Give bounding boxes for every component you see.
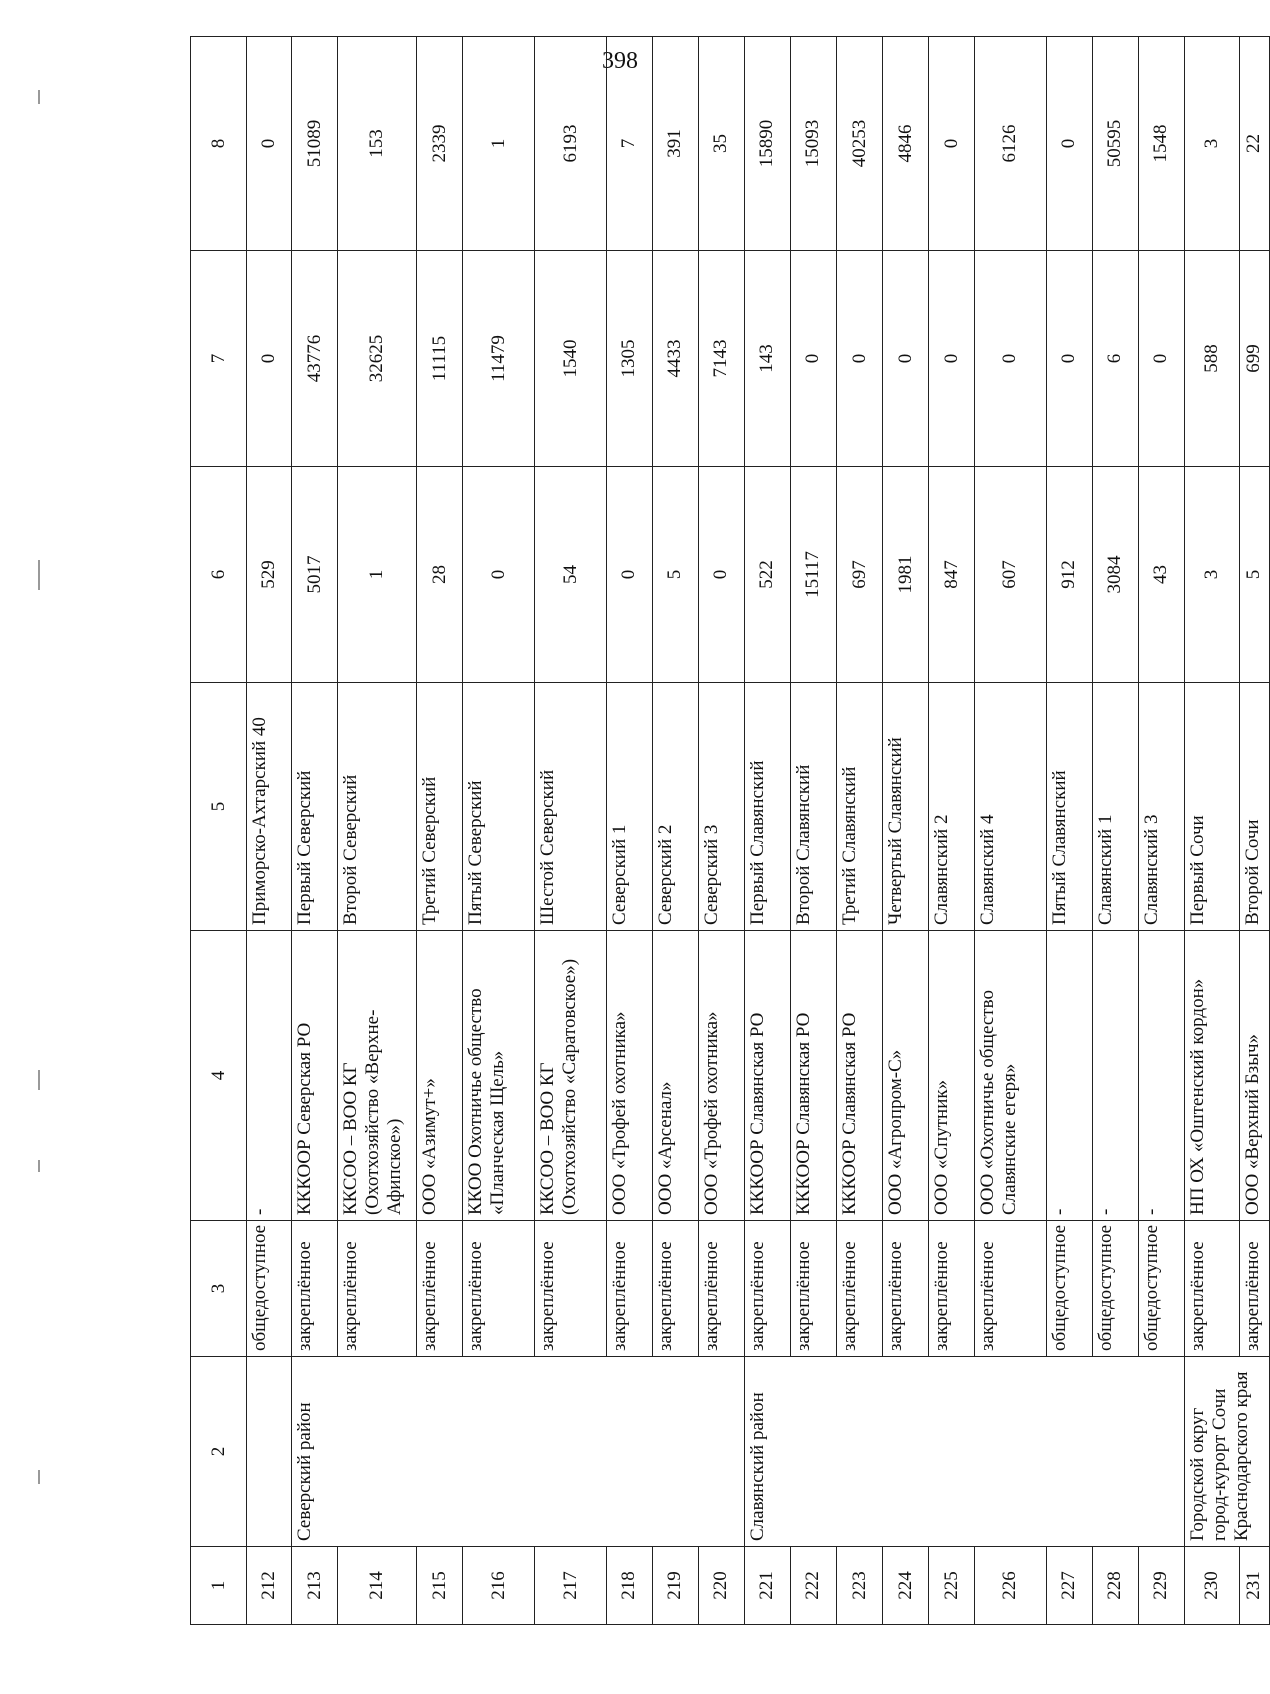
value-cell-6: 607 <box>974 467 1046 683</box>
value-cell-8: 1 <box>463 37 535 251</box>
organization-cell: ООО «Спутник» <box>928 931 974 1221</box>
value-cell-6: 0 <box>698 467 744 683</box>
ground-type-cell: закреплённое <box>790 1221 836 1357</box>
column-header: 5 <box>191 683 247 931</box>
value-cell-6: 54 <box>535 467 607 683</box>
organization-cell: ООО «Азимут+» <box>417 931 463 1221</box>
column-header: 3 <box>191 1221 247 1357</box>
value-cell-8: 4846 <box>882 37 928 251</box>
column-header: 6 <box>191 467 247 683</box>
value-cell-8: 51089 <box>292 37 338 251</box>
value-cell-6: 43 <box>1138 467 1184 683</box>
ground-name-cell: Первый Северский <box>292 683 338 931</box>
row-number-cell: 224 <box>882 1547 928 1625</box>
row-number-cell: 222 <box>790 1547 836 1625</box>
row-number-cell: 226 <box>974 1547 1046 1625</box>
organization-cell: КККООР Славянская РО <box>836 931 882 1221</box>
value-cell-7: 588 <box>1184 251 1239 467</box>
value-cell-8: 0 <box>928 37 974 251</box>
value-cell-7: 6 <box>1092 251 1138 467</box>
value-cell-8: 15093 <box>790 37 836 251</box>
value-cell-6: 3 <box>1184 467 1239 683</box>
row-number-cell: 215 <box>417 1547 463 1625</box>
column-header: 4 <box>191 931 247 1221</box>
row-number-cell: 212 <box>247 1547 292 1625</box>
ground-type-cell: закреплённое <box>606 1221 652 1357</box>
organization-cell: НП ОХ «Оштенский кордон» <box>1184 931 1239 1221</box>
row-number-cell: 228 <box>1092 1547 1138 1625</box>
organization-cell: ККСОО – ВОО КГ (Охотхозяйство «Саратовское») <box>535 931 607 1221</box>
value-cell-8: 0 <box>247 37 292 251</box>
column-header: 7 <box>191 251 247 467</box>
ground-type-cell: закреплённое <box>535 1221 607 1357</box>
ground-type-cell: закреплённое <box>652 1221 698 1357</box>
row-number-cell: 223 <box>836 1547 882 1625</box>
value-cell-8: 6193 <box>535 37 607 251</box>
ground-name-cell: Второй Славянский <box>790 683 836 931</box>
value-cell-7: 32625 <box>338 251 417 467</box>
column-header: 8 <box>191 37 247 251</box>
district-cell: Славянский район <box>744 1357 1184 1547</box>
ground-name-cell: Второй Северский <box>338 683 417 931</box>
value-cell-6: 28 <box>417 467 463 683</box>
value-cell-7: 11115 <box>417 251 463 467</box>
ground-type-cell: закреплённое <box>463 1221 535 1357</box>
ground-name-cell: Славянский 4 <box>974 683 1046 931</box>
value-cell-6: 0 <box>463 467 535 683</box>
ground-name-cell: Северский 2 <box>652 683 698 931</box>
value-cell-6: 697 <box>836 467 882 683</box>
organization-cell: КККООР Северская РО <box>292 931 338 1221</box>
value-cell-7: 0 <box>974 251 1046 467</box>
ground-type-cell: закреплённое <box>928 1221 974 1357</box>
value-cell-8: 3 <box>1184 37 1239 251</box>
ground-type-cell: закреплённое <box>292 1221 338 1357</box>
table-row <box>292 37 338 1625</box>
value-cell-8: 7 <box>606 37 652 251</box>
value-cell-6: 1981 <box>882 467 928 683</box>
value-cell-8: 391 <box>652 37 698 251</box>
value-cell-7: 0 <box>790 251 836 467</box>
value-cell-7: 0 <box>1138 251 1184 467</box>
scan-margin-mark <box>38 90 40 104</box>
row-number-cell: 220 <box>698 1547 744 1625</box>
scan-margin-mark <box>38 1070 40 1090</box>
row-number-cell: 213 <box>292 1547 338 1625</box>
row-number-cell: 225 <box>928 1547 974 1625</box>
organization-cell: ООО «Арсенал» <box>652 931 698 1221</box>
row-number-cell: 230 <box>1184 1547 1239 1625</box>
scan-margin-mark <box>38 1470 40 1484</box>
scan-margin-mark <box>38 1160 40 1172</box>
rotated-table-container <box>190 37 1270 1625</box>
row-number-cell: 219 <box>652 1547 698 1625</box>
district-cell: Северский район <box>292 1357 745 1547</box>
organization-cell: ООО «Агропром-С» <box>882 931 928 1221</box>
column-header: 2 <box>191 1357 247 1547</box>
table-body <box>191 37 1270 1625</box>
value-cell-8: 1548 <box>1138 37 1184 251</box>
ground-type-cell: закреплённое <box>836 1221 882 1357</box>
ground-type-cell: общедоступное <box>1138 1221 1184 1357</box>
value-cell-8: 6126 <box>974 37 1046 251</box>
district-cell <box>247 1357 292 1547</box>
ground-name-cell: Четвертый Славянский <box>882 683 928 931</box>
row-number-cell: 231 <box>1239 1547 1269 1625</box>
organization-cell: ООО «Трофей охотника» <box>606 931 652 1221</box>
value-cell-7: 11479 <box>463 251 535 467</box>
value-cell-6: 522 <box>744 467 790 683</box>
ground-name-cell: Северский 1 <box>606 683 652 931</box>
ground-type-cell: общедоступное <box>1092 1221 1138 1357</box>
row-number-cell: 217 <box>535 1547 607 1625</box>
organization-cell: - <box>247 931 292 1221</box>
district-cell: Городской округ город-курорт Сочи Краснодарского края <box>1184 1357 1269 1547</box>
ground-name-cell: Шестой Северский <box>535 683 607 931</box>
value-cell-8: 22 <box>1239 37 1269 251</box>
organization-cell: ККОО Охотничье общество «Планческая Щель» <box>463 931 535 1221</box>
page-number: 398 <box>602 48 638 74</box>
value-cell-7: 0 <box>882 251 928 467</box>
table-row <box>744 37 790 1625</box>
column-header: 1 <box>191 1547 247 1625</box>
table-row <box>1184 37 1239 1625</box>
organization-cell: - <box>1138 931 1184 1221</box>
ground-name-cell: Пятый Северский <box>463 683 535 931</box>
ground-type-cell: закреплённое <box>1239 1221 1269 1357</box>
ground-type-cell: закреплённое <box>1184 1221 1239 1357</box>
ground-name-cell: Славянский 3 <box>1138 683 1184 931</box>
hunting-grounds-table <box>190 36 1270 1625</box>
organization-cell: ККСОО – ВОО КГ (Охотхозяйство «Верхне-Афипское») <box>338 931 417 1221</box>
ground-type-cell: закреплённое <box>744 1221 790 1357</box>
value-cell-8: 153 <box>338 37 417 251</box>
organization-cell: КККООР Славянская РО <box>790 931 836 1221</box>
value-cell-8: 35 <box>698 37 744 251</box>
ground-type-cell: закреплённое <box>417 1221 463 1357</box>
value-cell-6: 15117 <box>790 467 836 683</box>
organization-cell: ООО «Охотничье общество Славянские егеря» <box>974 931 1046 1221</box>
value-cell-8: 40253 <box>836 37 882 251</box>
ground-name-cell: Второй Сочи <box>1239 683 1269 931</box>
row-number-cell: 229 <box>1138 1547 1184 1625</box>
value-cell-6: 5017 <box>292 467 338 683</box>
value-cell-8: 15890 <box>744 37 790 251</box>
value-cell-7: 1540 <box>535 251 607 467</box>
row-number-cell: 216 <box>463 1547 535 1625</box>
value-cell-6: 1 <box>338 467 417 683</box>
organization-cell: ООО «Трофей охотника» <box>698 931 744 1221</box>
ground-name-cell: Славянский 2 <box>928 683 974 931</box>
ground-type-cell: закреплённое <box>882 1221 928 1357</box>
value-cell-8: 50595 <box>1092 37 1138 251</box>
ground-type-cell: общедоступное <box>247 1221 292 1357</box>
organization-cell: ООО «Верхний Бзыч» <box>1239 931 1269 1221</box>
scan-margin-mark <box>38 560 40 590</box>
value-cell-7: 43776 <box>292 251 338 467</box>
ground-name-cell: Третий Славянский <box>836 683 882 931</box>
organization-cell: - <box>1092 931 1138 1221</box>
value-cell-8: 0 <box>1046 37 1092 251</box>
value-cell-7: 0 <box>836 251 882 467</box>
ground-type-cell: закреплённое <box>338 1221 417 1357</box>
row-number-cell: 221 <box>744 1547 790 1625</box>
value-cell-8: 2339 <box>417 37 463 251</box>
ground-name-cell: Первый Сочи <box>1184 683 1239 931</box>
ground-name-cell: Первый Славянский <box>744 683 790 931</box>
ground-type-cell: закреплённое <box>974 1221 1046 1357</box>
organization-cell: КККООР Славянская РО <box>744 931 790 1221</box>
ground-name-cell: Третий Северский <box>417 683 463 931</box>
value-cell-7: 0 <box>928 251 974 467</box>
ground-type-cell: общедоступное <box>1046 1221 1092 1357</box>
value-cell-6: 5 <box>1239 467 1269 683</box>
value-cell-7: 699 <box>1239 251 1269 467</box>
value-cell-6: 5 <box>652 467 698 683</box>
table-row <box>247 37 292 1625</box>
value-cell-7: 0 <box>247 251 292 467</box>
value-cell-7: 7143 <box>698 251 744 467</box>
column-number-row <box>191 37 247 1625</box>
row-number-cell: 227 <box>1046 1547 1092 1625</box>
ground-name-cell: Славянский 1 <box>1092 683 1138 931</box>
ground-name-cell: Приморско-Ахтарский 40 <box>247 683 292 931</box>
ground-type-cell: закреплённое <box>698 1221 744 1357</box>
ground-name-cell: Северский 3 <box>698 683 744 931</box>
value-cell-6: 3084 <box>1092 467 1138 683</box>
value-cell-6: 847 <box>928 467 974 683</box>
value-cell-6: 529 <box>247 467 292 683</box>
value-cell-7: 143 <box>744 251 790 467</box>
row-number-cell: 214 <box>338 1547 417 1625</box>
value-cell-7: 1305 <box>606 251 652 467</box>
value-cell-7: 0 <box>1046 251 1092 467</box>
organization-cell: - <box>1046 931 1092 1221</box>
ground-name-cell: Пятый Славянский <box>1046 683 1092 931</box>
value-cell-7: 4433 <box>652 251 698 467</box>
value-cell-6: 912 <box>1046 467 1092 683</box>
row-number-cell: 218 <box>606 1547 652 1625</box>
value-cell-6: 0 <box>606 467 652 683</box>
